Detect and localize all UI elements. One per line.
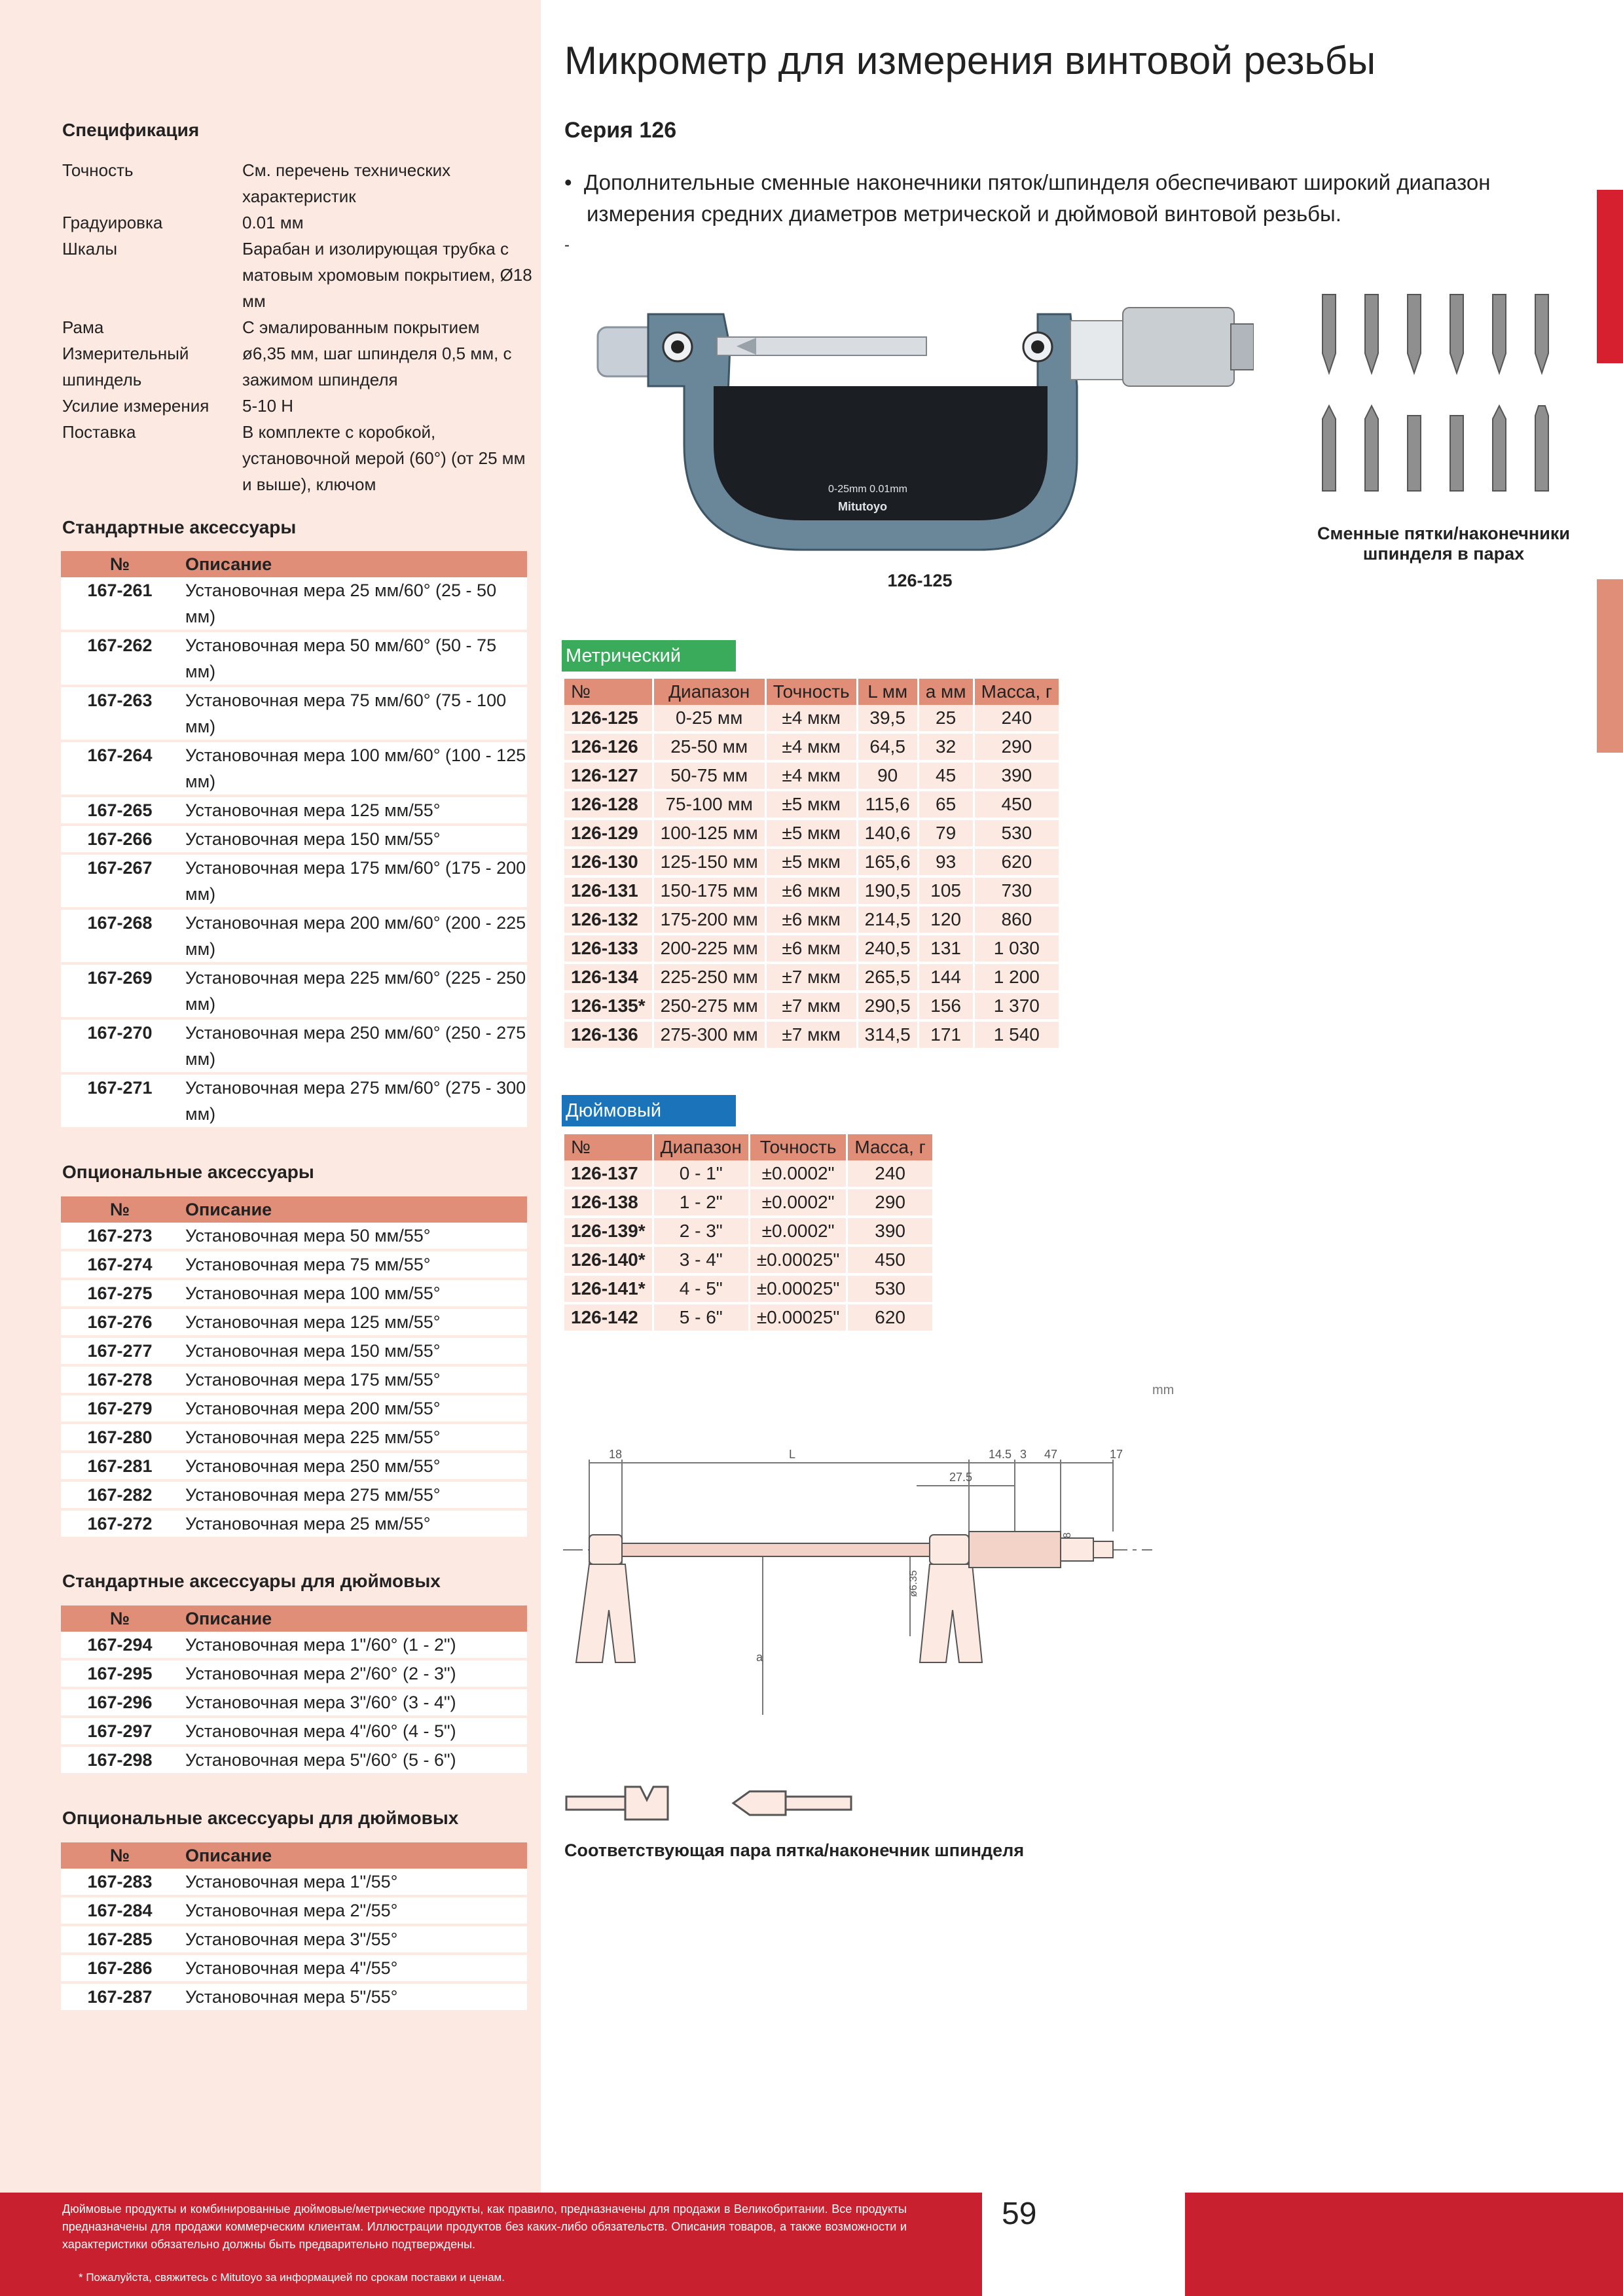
item-number: 167-282 [61,1480,179,1509]
table-row [564,1303,933,1332]
table-header [61,1842,527,1869]
item-description: Установочная мера 4"/55° [179,1954,527,1982]
table-cell: 156 [918,992,974,1020]
table-cell: 1 370 [974,992,1060,1020]
item-description: Установочная мера 2"/60° (2 - 3") [179,1659,527,1688]
table-cell: ±4 мкм [765,761,857,790]
table-cell: 140,6 [857,819,918,848]
item-number: 167-276 [61,1308,179,1336]
column-header: Диапазон [653,679,765,705]
table-cell: 165,6 [857,848,918,876]
table-cell: ±5 мкм [765,848,857,876]
item-description: Установочная мера 100 мм/60° (100 - 125 мм) [179,741,527,796]
table-row [564,876,1060,905]
table-cell: 3 - 4" [653,1246,749,1274]
item-number: 167-284 [61,1896,179,1925]
table-row [61,686,527,741]
item-description: Установочная мера 175 мм/55° [179,1365,527,1394]
item-number: 167-261 [61,577,179,631]
table-cell: 250-275 мм [653,992,765,1020]
item-description: Установочная мера 125 мм/55° [179,796,527,825]
item-number: 167-275 [61,1279,179,1308]
table-cell: ±4 мкм [765,705,857,732]
table-cell: 150-175 мм [653,876,765,905]
spec-row [62,340,534,393]
dash: - [564,236,570,254]
opt-inch-heading: Опциональные аксессуары для дюймовых [62,1808,459,1828]
spec-value: 0.01 мм [242,213,304,232]
spec-row [62,157,534,209]
std-acc-heading: Стандартные аксессуары [62,517,297,537]
item-number: 167-265 [61,796,179,825]
item-description: Установочная мера 275 мм/60° (275 - 300 мм) [179,1073,527,1128]
table-cell: 1 540 [974,1020,1060,1049]
tips-photo [1309,288,1584,511]
model-number: 126-135* [564,992,653,1020]
table-cell: ±5 мкм [765,790,857,819]
table-row [61,796,527,825]
model-number: 126-125 [564,705,653,732]
table-cell: 75-100 мм [653,790,765,819]
feature-bullet: • Дополнительные сменные наконечники пяток/шпинделя обеспечивают широкий диапазон измерения средних диаметров метрической и дюймовой винтовой резьбы. - [564,167,1573,261]
table-row [564,1188,933,1217]
table-header [61,551,527,577]
table-row [564,992,1060,1020]
item-number: 167-272 [61,1509,179,1538]
item-description: Установочная мера 5"/55° [179,1982,527,2011]
table-cell: 530 [847,1274,934,1303]
table-row [564,761,1060,790]
table-header [564,679,1060,705]
tips-pair-drawing [563,1784,877,1823]
model-number: 126-134 [564,963,653,992]
item-description: Установочная мера 4"/60° (4 - 5") [179,1717,527,1746]
table-row [61,825,527,853]
item-number: 167-263 [61,686,179,741]
table-row [564,1160,933,1188]
table-row [61,1308,527,1336]
table-cell: ±6 мкм [765,876,857,905]
item-number: 167-268 [61,908,179,963]
model-number: 126-131 [564,876,653,905]
table-header [564,1134,933,1160]
feature-text: Дополнительные сменные наконечники пяток/шпинделя обеспечивают широкий диапазон измерения средних диаметров метрической и дюймовой винтовой резьбы. [583,170,1491,226]
table-cell: 39,5 [857,705,918,732]
table-cell: 175-200 мм [653,905,765,934]
dim-18: 18 [609,1448,623,1461]
dim-a: a [756,1651,763,1664]
table-cell: ±6 мкм [765,905,857,934]
table-row [61,1279,527,1308]
micrometer-scale-text: 0-25mm 0.01mm [828,484,907,495]
model-number: 126-138 [564,1188,653,1217]
item-number: 167-279 [61,1394,179,1423]
series-label: Серия 126 [564,118,677,143]
table-cell: 4 - 5" [653,1274,749,1303]
table-row [61,1250,527,1279]
table-row [61,1896,527,1925]
table-cell: 240,5 [857,934,918,963]
item-description: Установочная мера 25 мм/55° [179,1509,527,1538]
item-description: Установочная мера 50 мм/60° (50 - 75 мм) [179,631,527,686]
metric-table [564,679,1061,1050]
col-num-header: № [61,1605,179,1632]
table-row [61,1954,527,1982]
table-cell: 25-50 мм [653,732,765,761]
table-row [564,934,1060,963]
item-number: 167-295 [61,1659,179,1688]
table-cell: ±4 мкм [765,732,857,761]
dim-14-5: 14.5 [989,1448,1012,1461]
table-row [564,790,1060,819]
col-desc-header: Описание [179,1842,527,1869]
table-cell: ±0.00025" [749,1303,847,1332]
item-number: 167-281 [61,1452,179,1480]
table-cell: 860 [974,905,1060,934]
dim-L: L [789,1448,796,1461]
model-number: 126-139* [564,1217,653,1246]
table-row [61,963,527,1018]
item-number: 167-298 [61,1746,179,1774]
tips-pair-caption: Соответствующая пара пятка/наконечник шпинделя [564,1840,1025,1860]
column-header: Масса, г [974,679,1060,705]
model-number: 126-133 [564,934,653,963]
table-cell: 144 [918,963,974,992]
table-cell: 100-125 мм [653,819,765,848]
table-cell: 620 [974,848,1060,876]
item-description: Установочная мера 50 мм/55° [179,1223,527,1250]
table-cell: 120 [918,905,974,934]
item-number: 167-274 [61,1250,179,1279]
table-cell: 105 [918,876,974,905]
spec-row [62,393,534,419]
spec-row [62,314,534,340]
table-cell: ±7 мкм [765,1020,857,1049]
table-cell: 620 [847,1303,934,1332]
table-row [564,1020,1060,1049]
spec-label: Шкалы [62,239,118,259]
footer-note: * Пожалуйста, свяжитесь с Mitutoyo за информацией по срокам поставки и ценам. [79,2271,505,2284]
spec-value: ø6,35 мм, шаг шпинделя 0,5 мм, с зажимом шпинделя [242,344,512,389]
table-row [564,905,1060,934]
table-cell: 115,6 [857,790,918,819]
column-header: Точность [749,1134,847,1160]
table-cell: 190,5 [857,876,918,905]
table-row [61,1073,527,1128]
item-number: 167-262 [61,631,179,686]
table-row [61,1659,527,1688]
item-description: Установочная мера 275 мм/55° [179,1480,527,1509]
item-description: Установочная мера 100 мм/55° [179,1279,527,1308]
item-description: Установочная мера 1"/55° [179,1869,527,1896]
spec-value: См. перечень технических характеристик [242,160,451,206]
model-number: 126-136 [564,1020,653,1049]
table-row [61,1336,527,1365]
dimension-drawing [563,1374,1231,1741]
page-number: 59 [1002,2197,1037,2231]
table-cell: 450 [847,1246,934,1274]
table-cell: 25 [918,705,974,732]
item-description: Установочная мера 125 мм/55° [179,1308,527,1336]
model-number: 126-127 [564,761,653,790]
column-header: № [564,679,653,705]
std-acc-table [61,551,527,1130]
item-description: Установочная мера 25 мм/60° (25 - 50 мм) [179,577,527,631]
table-row [61,1452,527,1480]
col-desc-header: Описание [179,1196,527,1223]
col-num-header: № [61,1842,179,1869]
item-number: 167-283 [61,1869,179,1896]
item-description: Установочная мера 1"/60° (1 - 2") [179,1632,527,1659]
table-row [564,848,1060,876]
table-cell: ±0.0002" [749,1217,847,1246]
table-cell: 530 [974,819,1060,848]
model-number: 126-141* [564,1274,653,1303]
side-tab-salmon [1597,579,1623,753]
col-desc-header: Описание [179,1605,527,1632]
table-cell: 0 - 1" [653,1160,749,1188]
micrometer-brand-text: Mitutoyo [838,500,887,513]
table-cell: ±7 мкм [765,963,857,992]
table-row [564,1274,933,1303]
item-number: 167-271 [61,1073,179,1128]
column-header: Диапазон [653,1134,749,1160]
item-description: Установочная мера 225 мм/55° [179,1423,527,1452]
table-row [61,1869,527,1896]
spec-list [62,157,534,497]
item-number: 167-285 [61,1925,179,1954]
table-cell: 390 [974,761,1060,790]
table-cell: ±0.0002" [749,1188,847,1217]
table-row [61,1365,527,1394]
spec-value: В комплекте с коробкой, установочной мерой (60°) (от 25 мм и выше), ключом [242,422,526,494]
spec-label: Рама [62,317,104,337]
dim-d635: ø6.35 [908,1570,919,1597]
item-description: Установочная мера 5"/60° (5 - 6") [179,1746,527,1774]
item-number: 167-297 [61,1717,179,1746]
table-cell: 93 [918,848,974,876]
table-cell: 450 [974,790,1060,819]
table-cell: 240 [847,1160,934,1188]
table-row [61,1746,527,1774]
model-number: 126-140* [564,1246,653,1274]
item-description: Установочная мера 75 мм/60° (75 - 100 мм) [179,686,527,741]
unit-label: mm [1152,1383,1175,1397]
item-description: Установочная мера 175 мм/60° (175 - 200 мм) [179,853,527,908]
table-row [61,1925,527,1954]
spec-label: Усилие измерения [62,396,210,416]
table-cell: 64,5 [857,732,918,761]
opt-acc-table [61,1196,527,1539]
table-cell: 90 [857,761,918,790]
spec-label: Измерительный шпиндель [62,344,189,389]
table-cell: 290 [847,1188,934,1217]
spec-value: С эмалированным покрытием [242,317,480,337]
photo-caption: 126-125 [887,571,953,590]
table-cell: ±0.00025" [749,1246,847,1274]
table-cell: 0-25 мм [653,705,765,732]
column-header: L мм [857,679,918,705]
item-description: Установочная мера 150 мм/55° [179,1336,527,1365]
item-description: Установочная мера 150 мм/55° [179,825,527,853]
item-number: 167-270 [61,1018,179,1073]
micrometer-photo [586,288,1254,563]
dim-3: 3 [1020,1448,1027,1461]
spec-label: Поставка [62,422,136,442]
table-row [564,963,1060,992]
item-number: 167-296 [61,1688,179,1717]
tips-caption: Сменные пятки/наконечники шпинделя в парах [1317,524,1570,564]
table-row [61,1480,527,1509]
table-row [61,1509,527,1538]
item-description: Установочная мера 3"/55° [179,1925,527,1954]
table-row [61,631,527,686]
table-cell: ±7 мкм [765,992,857,1020]
model-number: 126-137 [564,1160,653,1188]
table-cell: 214,5 [857,905,918,934]
opt-inch-table [61,1842,527,2013]
item-description: Установочная мера 225 мм/60° (225 - 250 мм) [179,963,527,1018]
table-cell: 45 [918,761,974,790]
table-cell: ±0.00025" [749,1274,847,1303]
table-cell: 314,5 [857,1020,918,1049]
table-row [564,1217,933,1246]
table-cell: 50-75 мм [653,761,765,790]
model-number: 126-130 [564,848,653,876]
item-number: 167-264 [61,741,179,796]
table-row [61,908,527,963]
opt-acc-heading: Опциональные аксессуары [62,1162,314,1182]
table-row [61,1717,527,1746]
spec-value: 5-10 Н [242,396,294,416]
spec-value: Барабан и изолирующая трубка с матовым хромовым покрытием, Ø18 мм [242,239,532,311]
table-row [61,1394,527,1423]
metric-tag: Метрический [562,640,736,672]
col-num-header: № [61,1196,179,1223]
column-header: Масса, г [847,1134,934,1160]
item-description: Установочная мера 250 мм/60° (250 - 275 мм) [179,1018,527,1073]
model-number: 126-128 [564,790,653,819]
col-desc-header: Описание [179,551,527,577]
item-number: 167-287 [61,1982,179,2011]
table-cell: ±5 мкм [765,819,857,848]
table-cell: 32 [918,732,974,761]
column-header: a мм [918,679,974,705]
inch-table [564,1134,934,1333]
std-inch-table [61,1605,527,1776]
item-number: 167-273 [61,1223,179,1250]
column-header: Точность [765,679,857,705]
spec-label: Точность [62,160,134,180]
col-num-header: № [61,551,179,577]
item-description: Установочная мера 250 мм/55° [179,1452,527,1480]
table-cell: 5 - 6" [653,1303,749,1332]
item-description: Установочная мера 200 мм/60° (200 - 225 мм) [179,908,527,963]
table-row [564,819,1060,848]
table-cell: 265,5 [857,963,918,992]
footer-disclaimer: Дюймовые продукты и комбинированные дюймовые/метрические продукты, как правило, предназначены для продажи в Великобритании. Все продукты предназначены для продажи коммерческим клиентам. Иллюстрации продуктов без каких-либо обязательств. Описания товаров, а также возможности и характеристики обязательно должны быть предварительно подтверждены. [62,2202,907,2251]
table-cell: 171 [918,1020,974,1049]
table-cell: 290,5 [857,992,918,1020]
table-row [61,1688,527,1717]
table-cell: 240 [974,705,1060,732]
item-number: 167-269 [61,963,179,1018]
item-number: 167-278 [61,1365,179,1394]
table-row [61,1632,527,1659]
item-number: 167-294 [61,1632,179,1659]
dim-27-5: 27.5 [949,1471,973,1484]
table-row [564,1246,933,1274]
column-header: № [564,1134,653,1160]
item-description: Установочная мера 200 мм/55° [179,1394,527,1423]
brand-logo: Mitutoyo [1322,2198,1531,2257]
item-description: Установочная мера 3"/60° (3 - 4") [179,1688,527,1717]
table-cell: 65 [918,790,974,819]
table-cell: ±0.0002" [749,1160,847,1188]
model-number: 126-132 [564,905,653,934]
item-number: 167-286 [61,1954,179,1982]
table-header [61,1605,527,1632]
table-cell: 225-250 мм [653,963,765,992]
dim-47: 47 [1044,1448,1058,1461]
table-row [61,1018,527,1073]
table-row [61,1223,527,1250]
table-row [61,853,527,908]
std-inch-heading: Стандартные аксессуары для дюймовых [62,1571,441,1591]
table-row [61,1423,527,1452]
side-tab-red [1597,190,1623,363]
item-number: 167-266 [61,825,179,853]
table-cell: 390 [847,1217,934,1246]
item-description: Установочная мера 2"/55° [179,1896,527,1925]
table-header [61,1196,527,1223]
table-cell: 1 030 [974,934,1060,963]
table-row [61,1982,527,2011]
table-row [564,705,1060,732]
item-number: 167-267 [61,853,179,908]
inch-tag: Дюймовый [562,1095,736,1126]
table-cell: 1 - 2" [653,1188,749,1217]
table-cell: 131 [918,934,974,963]
table-row [61,741,527,796]
spec-row [62,236,534,314]
table-cell: 79 [918,819,974,848]
item-number: 167-280 [61,1423,179,1452]
model-number: 126-129 [564,819,653,848]
table-cell: 2 - 3" [653,1217,749,1246]
spec-label: Градуировка [62,213,163,232]
table-cell: 1 200 [974,963,1060,992]
spec-row [62,209,534,236]
table-cell: 290 [974,732,1060,761]
table-cell: 275-300 мм [653,1020,765,1049]
item-number: 167-277 [61,1336,179,1365]
table-row [61,577,527,631]
table-cell: 125-150 мм [653,848,765,876]
model-number: 126-142 [564,1303,653,1332]
table-cell: 200-225 мм [653,934,765,963]
table-cell: 730 [974,876,1060,905]
model-number: 126-126 [564,732,653,761]
table-cell: ±6 мкм [765,934,857,963]
spec-heading: Спецификация [62,120,200,140]
page-title: Микрометр для измерения винтовой резьбы [564,39,1376,82]
spec-row [62,419,534,497]
dim-17: 17 [1110,1448,1123,1461]
table-row [564,732,1060,761]
item-description: Установочная мера 75 мм/55° [179,1250,527,1279]
